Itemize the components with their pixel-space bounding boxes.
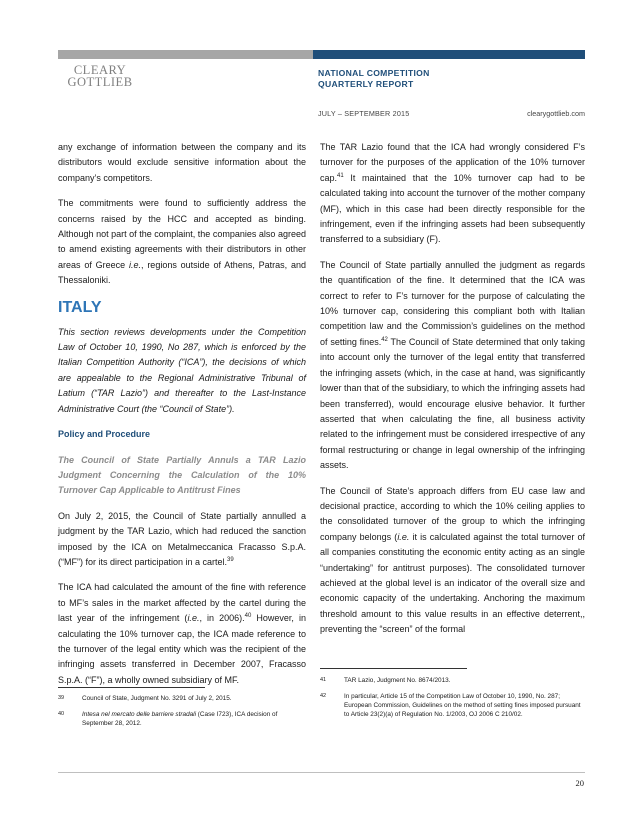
footnote-42 [320, 692, 585, 719]
website-link[interactable]: clearygottlieb.com [527, 109, 585, 118]
footer-divider [58, 772, 585, 773]
paragraph: On July 2, 2015, the Council of State partially annulled a judgment by the TAR Lazio, which had reduced the sanction imposed by the ICA on Metalmeccanica Fracasso S.p.A. (“MF”) for its direct participation in a cartel.$^{39}$ [58, 510, 306, 567]
logo-line-2: GOTTLIEB [67, 75, 133, 89]
paragraph: The Council of State’s approach differs from EU case law and decisional practice, according to which the 10% ceiling applies to the consolidated turnover of the group to which the infringing company belongs (i.e. it is calculated against the total turnover of all companies constituting the economic entity acting as an single “undertaking” for antitrust purposes). The consolidated turnover achieved at the global level is an indicator of the overall size and economic capacity of the undertaking. Anchoring the maximum threshold amount to this value results in an effective deterrent,, preventing the “screen” of the formal [320, 485, 585, 635]
paragraph: The commitments were found to sufficiently address the concerns raised by the HCC and accepted as binding. Although not part of the complaint, the companies also agreed to amend existing agreements with their distributors in other areas of Greece i.e., regions outside of Athens, Patras, and Thessaloniki. [58, 198, 306, 286]
footnotes-right [320, 676, 585, 726]
footnote-divider [58, 687, 205, 688]
report-title-line-2: QUARTERLY REPORT [318, 79, 414, 89]
footnote-40 [58, 710, 306, 728]
footnote-text: Intesa nel mercato delle barriere stradali (Case I723), ICA decision of September 28, 2012. [82, 711, 278, 727]
section-heading-italy: ITALY [58, 298, 102, 316]
footnote-text: Council of State, Judgment No. 3291 of July 2, 2015. [82, 695, 232, 702]
header-blue-bar [313, 50, 585, 59]
footnote-ref[interactable]: 40 [244, 613, 252, 620]
footnote-ref[interactable]: 41 [337, 172, 344, 179]
case-heading: The Council of State Partially Annuls a TAR Lazio Judgment Concerning the Calculation of the 10% Turnover Cap Applicable to Antitrust Fines [58, 454, 306, 496]
footnote-divider [320, 668, 467, 669]
footnote-text: In particular, Article 15 of the Competition Law of October 10, 1990, No. 287; European Commission, Guidelines on the method of setting fines imposed pursuant to Article 23(2)(a) of Regulation No. 1/2003, OJ 2006 C 210/02. [344, 693, 581, 718]
paragraph: The ICA had calculated the amount of the fine with reference to MF’s sales in the market affected by the cartel during the last year of the infringement (i.e., in 2006).$^{40}$ However, in calculating the 10% turnover cap, the ICA made reference to the turnover of the legal entity which was the recipient of the infringing assets transferred in December 2007, Fracasso S.p.A. (“F”), a wholly owned subsidiary of MF. [58, 582, 306, 685]
paragraph: any exchange of information between the company and its distributors would exclude sensitive information about the company’s competitors. [58, 142, 306, 183]
report-period: JULY – SEPTEMBER 2015 [318, 109, 410, 118]
footnote-ref[interactable]: 39 [227, 556, 234, 563]
right-column [320, 140, 585, 638]
footnote-number: 40 [58, 711, 65, 717]
header-gray-bar [58, 50, 313, 59]
report-title-line-1: NATIONAL COMPETITION [318, 68, 430, 78]
section-intro: This section reviews developments under the Competition Law of October 10, 1990, No 287, which is enforced by the Italian Competition Authority (“ICA”), the decisions of which are appealable to the Regional Administrative Tribunal of Latium (“TAR Lazio”) and thereafter to the Last-Instance Administrative Court (the “Council of State”). [58, 326, 306, 414]
cleary-gottlieb-logo [60, 64, 140, 88]
footnote-ref[interactable]: 42 [381, 336, 388, 343]
paragraph: The Council of State partially annulled the judgment as regards the quantification of the fine. It determined that the ICA was correct to refer to F’s turnover for the purpose of calculating the 10% turnover cap, considering this compliant both with Italian competition law and the Commission’s guidelines on the method of setting fines.$^{42}$ The Council of State determined that only taking into account only the turnover of the legal entity that transferred the infringing assets (which, in the case at hand, was significantly lower than that of the subsidiary, to which the infringing assets had been transferred), would encourage elusive behavior. It further asserted that when calculating the fine, all business activity related to the infringement must be considered irrespective of any formal restructuring or change in legal ownership of the infringing assets. [320, 259, 585, 471]
footnote-41 [320, 676, 585, 685]
footnote-number: 42 [320, 693, 327, 699]
report-title [318, 68, 430, 90]
footnote-39 [58, 694, 306, 703]
footnote-text: TAR Lazio, Judgment No. 8674/2013. [344, 677, 451, 684]
footnote-number: 41 [320, 677, 327, 683]
left-column [58, 140, 306, 698]
page-number: 20 [575, 778, 584, 788]
paragraph: The TAR Lazio found that the ICA had wrongly considered F’s turnover for the purposes of the application of the 10% turnover cap.$^{41}$ It maintained that the 10% turnover cap had to be calculated taking into account the turnover of the mother company (MF), which in this case had been directly responsible for the infringement, even if the infringing assets had been subsequently transferred to a subsidiary (F). [320, 142, 585, 245]
footnotes-left [58, 694, 306, 735]
footnote-number: 39 [58, 695, 65, 701]
subheading-policy: Policy and Procedure [58, 429, 151, 440]
logo-line-1: CLEARY [73, 63, 127, 77]
